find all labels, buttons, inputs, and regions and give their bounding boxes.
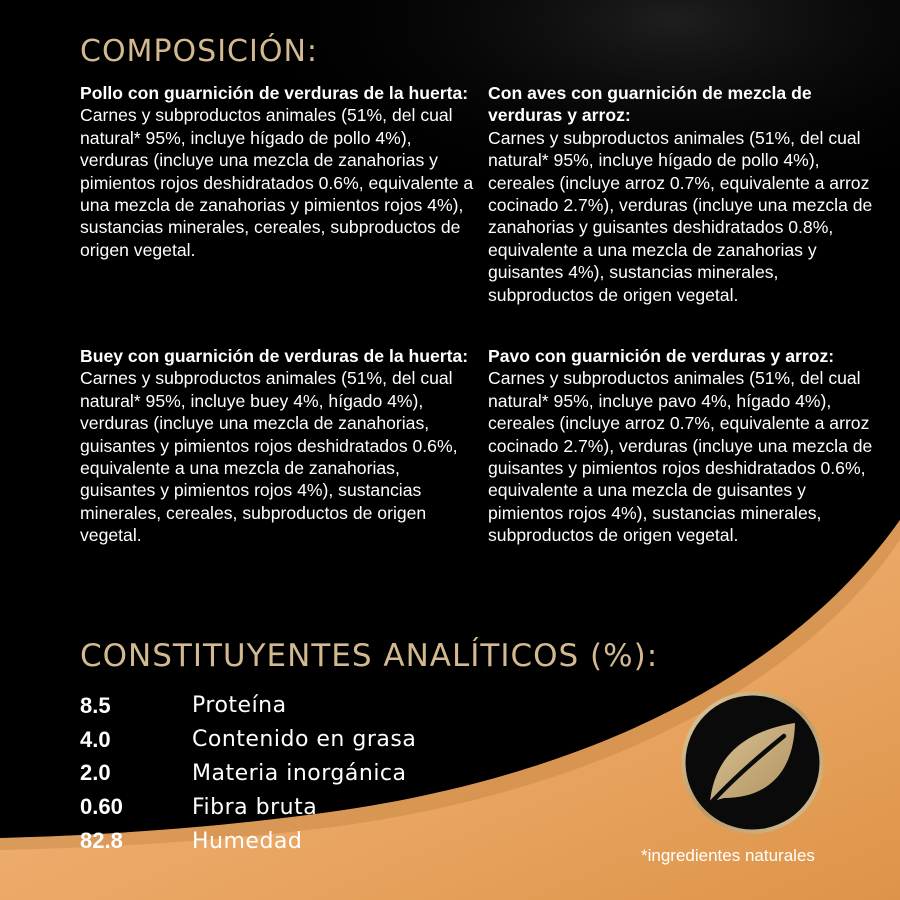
analytical-label: Materia inorgánica (192, 760, 407, 786)
recipe-block (488, 82, 873, 306)
footnote: *ingredientes naturales (641, 846, 815, 865)
analytical-title: CONSTITUYENTES ANALÍTICOS (%): (80, 638, 659, 674)
analytical-value: 4.0 (80, 726, 111, 752)
composition-title: COMPOSICIÓN: (80, 34, 318, 69)
analytical-row (80, 689, 416, 723)
analytical-label: Humedad (192, 828, 303, 854)
recipe-block (488, 345, 873, 547)
recipe-ingredients: Carnes y subproductos animales (51%, del cual natural* 95%, incluye pavo 4%, hígado 4%), cereales (incluye arroz 0.7%, equivalente a arroz cocinado 2.7%), verduras (incluye una mezcla de guisantes y pimientos rojos deshidratados 0.6%, equivalente a una mezcla de guisantes y pimientos rojos 4%), sustancias minerales, subproductos de origen vegetal. (488, 368, 873, 546)
analytical-row (80, 757, 416, 791)
analytical-value: 82.8 (80, 828, 123, 854)
recipe-name: Buey con guarnición de verduras de la huerta: (80, 346, 469, 366)
recipe-ingredients: Carnes y subproductos animales (51%, del cual natural* 95%, incluye hígado de pollo 4%), verduras (incluye una mezcla de zanahorias y pimientos rojos deshidratados 0.6%, equivalente a una mezcla de zanahorias y pimientos rojos 4%), sustancias minerales, cereales, subproductos de origen vegetal. (80, 105, 474, 260)
analytical-label: Fibra bruta (192, 794, 318, 820)
recipe-name: Con aves con guarnición de mezcla de verduras y arroz: (488, 83, 812, 126)
analytical-row (80, 790, 416, 824)
analytical-row (80, 723, 416, 757)
analytical-value: 8.5 (80, 692, 111, 718)
analytical-list (80, 689, 416, 858)
recipe-name: Pollo con guarnición de verduras de la huerta: (80, 83, 469, 103)
recipe-name: Pavo con guarnición de verduras y arroz: (488, 346, 835, 366)
analytical-label: Contenido en grasa (192, 727, 417, 753)
recipe-ingredients: Carnes y subproductos animales (51%, del cual natural* 95%, incluye buey 4%, hígado 4%), verduras (incluye una mezcla de zanahorias, guisantes y pimientos rojos deshidratados 0.6%, equivalente a una mezcla de zanahorias, guisantes y pimientos rojos 4%), sustancias minerales, cereales, subproductos de origen vegetal. (80, 368, 458, 546)
recipe-ingredients: Carnes y subproductos animales (51%, del cual natural* 95%, incluye hígado de pollo 4%), cereales (incluye arroz 0.7%, equivalente a arroz cocinado 2.7%), verduras (incluye una mezcla de zanahorias y guisantes deshidratados 0.8%, equivalente a una mezcla de zanahorias y guisantes 4%), sustancias minerales, subproductos de origen vegetal. (488, 127, 873, 305)
recipe-block (80, 345, 475, 547)
analytical-value: 2.0 (80, 760, 111, 786)
analytical-label: Proteína (192, 693, 287, 719)
leaf-icon (680, 690, 825, 835)
analytical-value: 0.60 (80, 794, 123, 820)
recipe-block (80, 82, 475, 261)
analytical-row (80, 824, 416, 858)
